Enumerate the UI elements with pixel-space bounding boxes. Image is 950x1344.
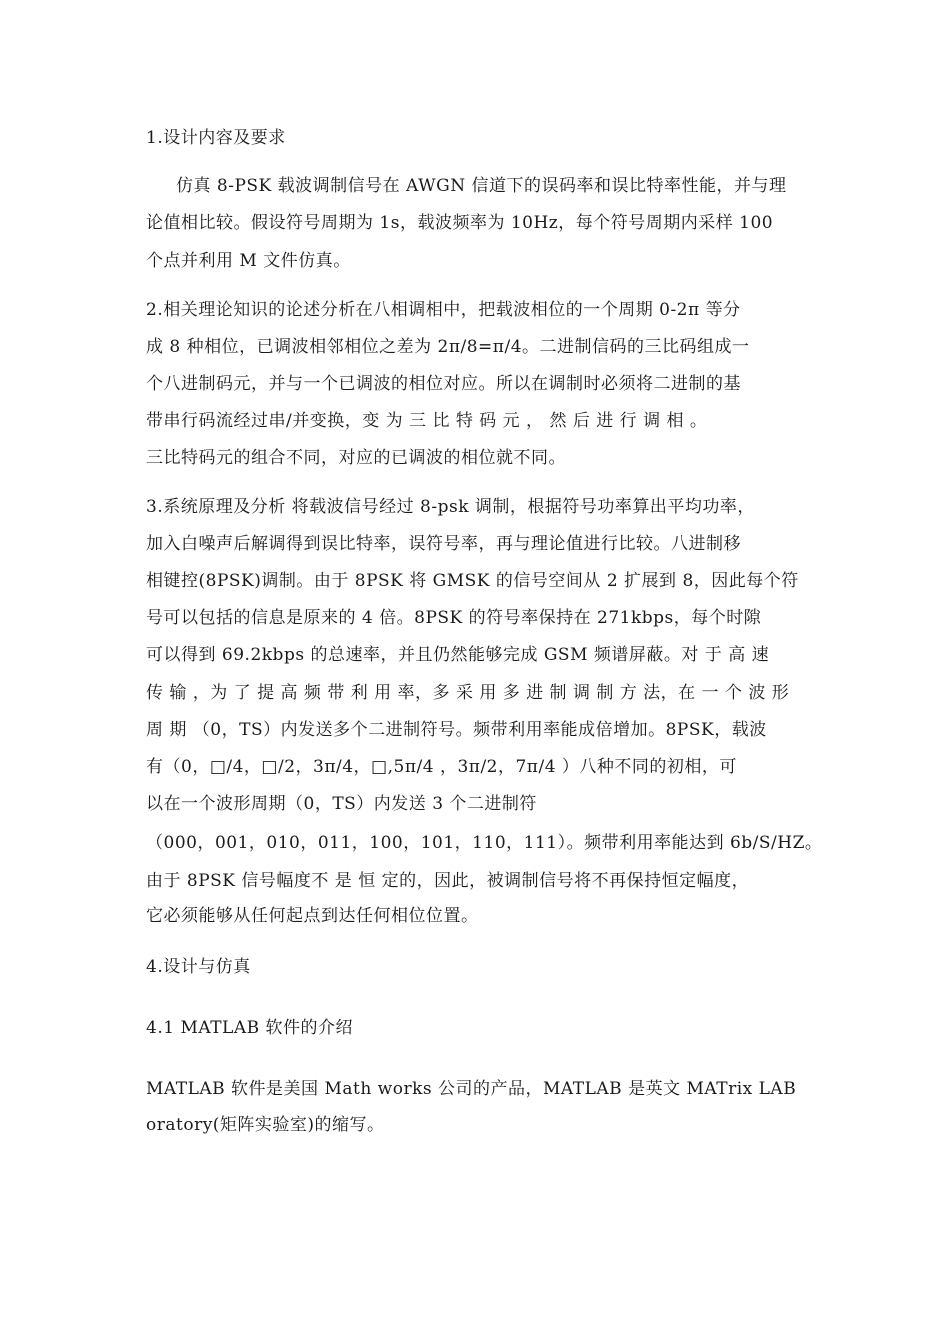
paragraph-line: 仿真 8-PSK 载波调制信号在 AWGN 信道下的误码率和误比特率性能，并与理: [176, 176, 787, 196]
paragraph-line: 个八进制码元，并与一个已调波的相位对应。所以在调制时必须将二进制的基: [146, 374, 741, 394]
paragraph-line: 相键控(8PSK)调制。由于 8PSK 将 GMSK 的信号空间从 2 扩展到 8，因此每个符: [146, 571, 799, 591]
paragraph-line: 传 输 ，为 了 提 高 频 带 利 用 率，多 采 用 多 进 制 调 制 方 法，在 一 个 波 形: [146, 683, 790, 703]
heading-matlab-intro: 4.1 MATLAB 软件的介绍: [146, 1018, 353, 1038]
paragraph-line: 以在一个波形周期（0，TS）内发送 3 个二进制符: [146, 794, 537, 814]
heading-design-requirements: 1.设计内容及要求: [146, 128, 286, 148]
paragraph-line: 带串行码流经过串/并变换，变 为 三 比 特 码 元 ， 然 后 进 行 调 相 。: [146, 411, 708, 431]
paragraph-line: 号可以包括的信息是原来的 4 倍。8PSK 的符号率保持在 271kbps，每个时隙: [146, 608, 762, 628]
paragraph-line: 三比特码元的组合不同，对应的已调波的相位就不同。: [146, 448, 566, 468]
paragraph-line: 论值相比较。假设符号周期为 1s，载波频率为 10Hz，每个符号周期内采样 100: [146, 213, 774, 233]
heading-design-simulation: 4.设计与仿真: [146, 957, 251, 977]
paragraph-line: 它必须能够从任何起点到达任何相位位置。: [146, 906, 479, 926]
paragraph-line: 个点并利用 M 文件仿真。: [146, 251, 351, 271]
paragraph-line: MATLAB 软件是美国 Math works 公司的产品，MATLAB 是英文 MATrix LAB: [146, 1079, 797, 1099]
paragraph-line: 周 期 （0，TS）内发送多个二进制符号。频带利用率能成倍增加。8PSK，载波: [146, 720, 767, 740]
paragraph-line: 有（0，□/4，□/2，3π/4，□,5π/4 ，3π/2，7π/4 ）八种不同的初相，可: [146, 757, 737, 777]
paragraph-line: （000，001，010，011，100，101，110，111）。频带利用率能达到 6b/S/HZ。: [146, 833, 823, 853]
heading-system-principle: 3.系统原理及分析 将载波信号经过 8-psk 调制，根据符号功率算出平均功率，: [146, 497, 755, 517]
paragraph-line: 加入白噪声后解调得到误比特率，误符号率，再与理论值进行比较。八进制移: [146, 534, 741, 554]
paragraph-line: oratory(矩阵实验室)的缩写。: [146, 1115, 385, 1135]
paragraph-line: 由于 8PSK 信号幅度不 是 恒 定的，因此，被调制信号将不再保持恒定幅度，: [146, 871, 750, 891]
paragraph-line: 可以得到 69.2kbps 的总速率，并且仍然能够完成 GSM 频谱屏蔽。对 于 高 速: [146, 645, 770, 665]
paragraph-line: 成 8 种相位，已调波相邻相位之差为 2π/8=π/4。二进制信码的三比码组成一: [146, 337, 750, 357]
heading-theory-analysis: 2.相关理论知识的论述分析在八相调相中，把载波相位的一个周期 0-2π 等分: [146, 300, 741, 320]
